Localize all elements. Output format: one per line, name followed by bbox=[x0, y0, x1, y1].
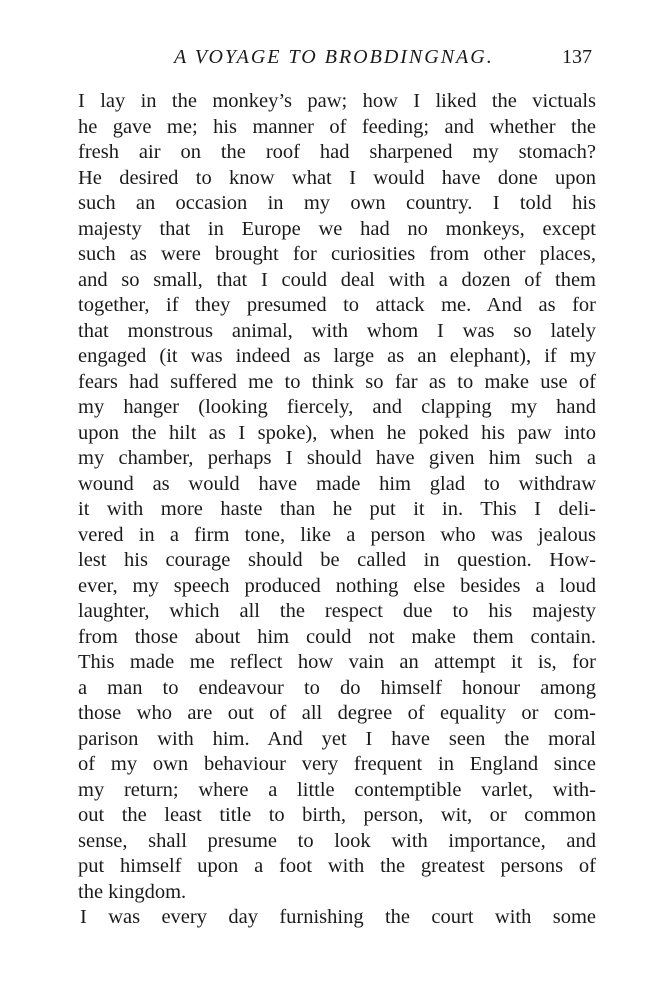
text-line: laughter, which all the respect due to his majesty bbox=[78, 600, 596, 622]
text-line: of my own behaviour very frequent in England since bbox=[78, 753, 596, 775]
text-line: lest his courage should be called in question. How- bbox=[78, 549, 596, 571]
text-line: from those about him could not make them contain. bbox=[78, 625, 596, 648]
running-title: A VOYAGE TO BROBDINGNAG. bbox=[174, 46, 494, 68]
text-line: my chamber, perhaps I should have given him such a bbox=[78, 447, 596, 469]
text-line: I was every day furnishing the court with some bbox=[80, 906, 596, 928]
text-line: sense, shall presume to look with importance, and bbox=[78, 829, 596, 852]
text-line: that monstrous animal, with whom I was so lately bbox=[78, 319, 596, 342]
text-line: a man to endeavour to do himself honour among bbox=[78, 676, 596, 699]
text-line: put himself upon a foot with the greatest persons of bbox=[78, 855, 596, 877]
text-line: engaged (it was indeed as large as an elephant), if my bbox=[78, 345, 596, 367]
text-line: out the least title to birth, person, wit, or common bbox=[78, 804, 596, 826]
text-line: wound as would have made him glad to withdraw bbox=[78, 472, 596, 495]
text-line: He desired to know what I would have done upon bbox=[78, 166, 596, 189]
text-line: ever, my speech produced nothing else besides a loud bbox=[78, 574, 596, 597]
text-line: majesty that in Europe we had no monkeys, except bbox=[78, 217, 596, 240]
text-line: the kingdom. bbox=[78, 880, 187, 903]
body-text bbox=[78, 89, 596, 931]
text-line: he gave me; his manner of feeding; and whether the bbox=[78, 115, 596, 138]
text-line: together, if they presumed to attack me. And as for bbox=[78, 294, 596, 316]
text-line: it with more haste than he put it in. This I deli- bbox=[78, 498, 596, 520]
text-line: parison with him. And yet I have seen the moral bbox=[78, 727, 596, 750]
text-line: those who are out of all degree of equality or com- bbox=[78, 702, 596, 724]
text-line: and so small, that I could deal with a dozen of them bbox=[78, 268, 596, 291]
page-number: 137 bbox=[562, 46, 592, 68]
text-line: vered in a firm tone, like a person who was jealous bbox=[78, 523, 596, 546]
text-line: upon the hilt as I spoke), when he poked his paw into bbox=[78, 421, 596, 444]
text-line: my return; where a little contemptible varlet, with- bbox=[78, 778, 596, 801]
text-line: fears had suffered me to think so far as to make use of bbox=[78, 370, 596, 393]
text-line: such an occasion in my own country. I told his bbox=[78, 192, 596, 214]
page-header bbox=[0, 46, 667, 74]
text-line: my hanger (looking fiercely, and clapping my hand bbox=[78, 396, 596, 418]
text-line: such as were brought for curiosities from other places, bbox=[78, 243, 596, 265]
text-line: This made me reflect how vain an attempt it is, for bbox=[78, 651, 596, 673]
text-line: I lay in the monkey’s paw; how I liked the victuals bbox=[78, 90, 596, 112]
text-line: fresh air on the roof had sharpened my stomach? bbox=[78, 141, 596, 163]
